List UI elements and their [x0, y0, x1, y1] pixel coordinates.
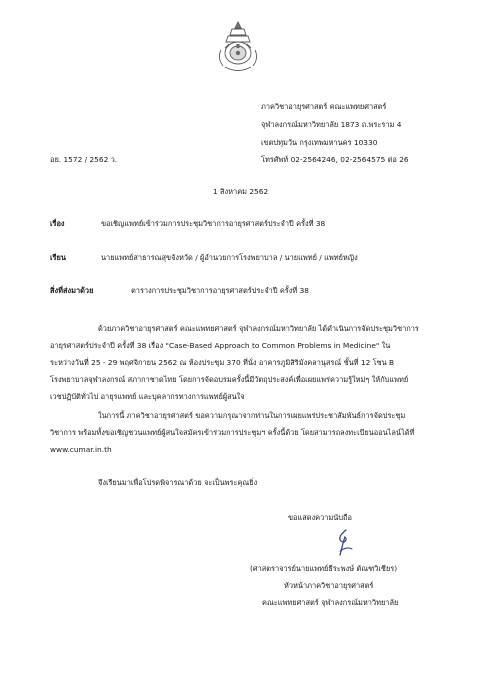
body-para1-line-4: โรงพยาบาลจุฬาลงกรณ์ สภากาชาดไทย โดยการจัดอบรมครั้งนี้มีวัตถุประสงค์เพื่อเผยแพร่ความรู้ใหม่ๆ ให้กับแพทย์ — [50, 375, 409, 384]
letter-date: 1 สิงหาคม 2562 — [213, 187, 269, 196]
subject-text: ขอเชิญแพทย์เข้าร่วมการประชุมวิชาการอายุรศาสตร์ประจำปี ครั้งที่ 38 — [101, 219, 326, 228]
body-para1-line-3: ระหว่างวันที่ 25 - 29 พฤศจิกายน 2562 ณ ห้องประชุม 370 ที่นั่ง อาคารภูมิสิริมังคลานุสรณ์ ชั้นที่ 12 โซน B — [50, 358, 395, 367]
body-para1-line-5: เวชปฏิบัติทั่วไป อายุรแพทย์ และบุคลากรทางการแพทย์ผู้สนใจ — [50, 392, 245, 401]
body-para1-line-1: ด้วยภาควิชาอายุรศาสตร์ คณะแพทยศาสตร์ จุฬาลงกรณ์มหาวิทยาลัย ได้ดำเนินการจัดประชุมวิชาการ — [98, 324, 419, 333]
recipient-text: นายแพทย์สาธารณสุขจังหวัด / ผู้อำนวยการโรงพยาบาล / นายแพทย์ / แพทย์หญิง — [101, 253, 358, 262]
signatory-name: (ศาสตราจารย์นายแพทย์ธีระพงษ์ ตัณฑวิเชียร) — [250, 564, 398, 573]
address-phone: โทรศัพท์ 02-2564246, 02-2564575 ต่อ 26 — [261, 155, 409, 164]
body-para1-line-2: อายุรศาสตร์ประจำปี ครั้งที่ 38 เรื่อง "Case-Based Approach to Common Problems in Medicine" ใน — [50, 341, 391, 350]
body-para2-line-1: ในการนี้ ภาควิชาอายุรศาสตร์ ขอความกรุณาจากท่านในการเผยแพร่ประชาสัมพันธ์การจัดประชุม — [98, 411, 406, 420]
university-emblem-logo — [215, 20, 261, 75]
signatory-position-1: หัวหน้าภาควิชาอายุรศาสตร์ — [284, 581, 374, 590]
closing-request: จึงเรียนมาเพื่อโปรดพิจารณาด้วย จะเป็นพระคุณยิ่ง — [98, 478, 258, 487]
address-line-3: เขตปทุมวัน กรุงเทพมหานคร 10330 — [261, 138, 378, 147]
registration-website-link[interactable]: www.cumar.in.th — [50, 445, 112, 454]
subject-label: เรื่อง — [50, 219, 65, 228]
reference-number: อย. 1572 / 2562 ว. — [50, 155, 118, 164]
enclosure-label: สิ่งที่ส่งมาด้วย — [50, 286, 94, 295]
body-para2-line-2: วิชาการ พร้อมทั้งขอเชิญชวนแพทย์ผู้สนใจสมัครเข้าร่วมการประชุมฯ ครั้งนี้ด้วย โดยสามารถลงทะเบียนออนไลน์ได้ที่ — [50, 428, 415, 437]
complimentary-close: ขอแสดงความนับถือ — [288, 513, 352, 522]
recipient-label: เรียน — [50, 253, 66, 262]
address-line-2: จุฬาลงกรณ์มหาวิทยาลัย 1873 ถ.พระราม 4 — [261, 120, 402, 129]
address-line-1: ภาควิชาอายุรศาสตร์ คณะแพทยศาสตร์ — [261, 102, 387, 111]
handwritten-signature — [332, 528, 356, 558]
signatory-position-2: คณะแพทยศาสตร์ จุฬาลงกรณ์มหาวิทยาลัย — [262, 598, 399, 607]
enclosure-text: ตารางการประชุมวิชาการอายุรศาสตร์ประจำปี ครั้งที่ 38 — [131, 286, 310, 295]
